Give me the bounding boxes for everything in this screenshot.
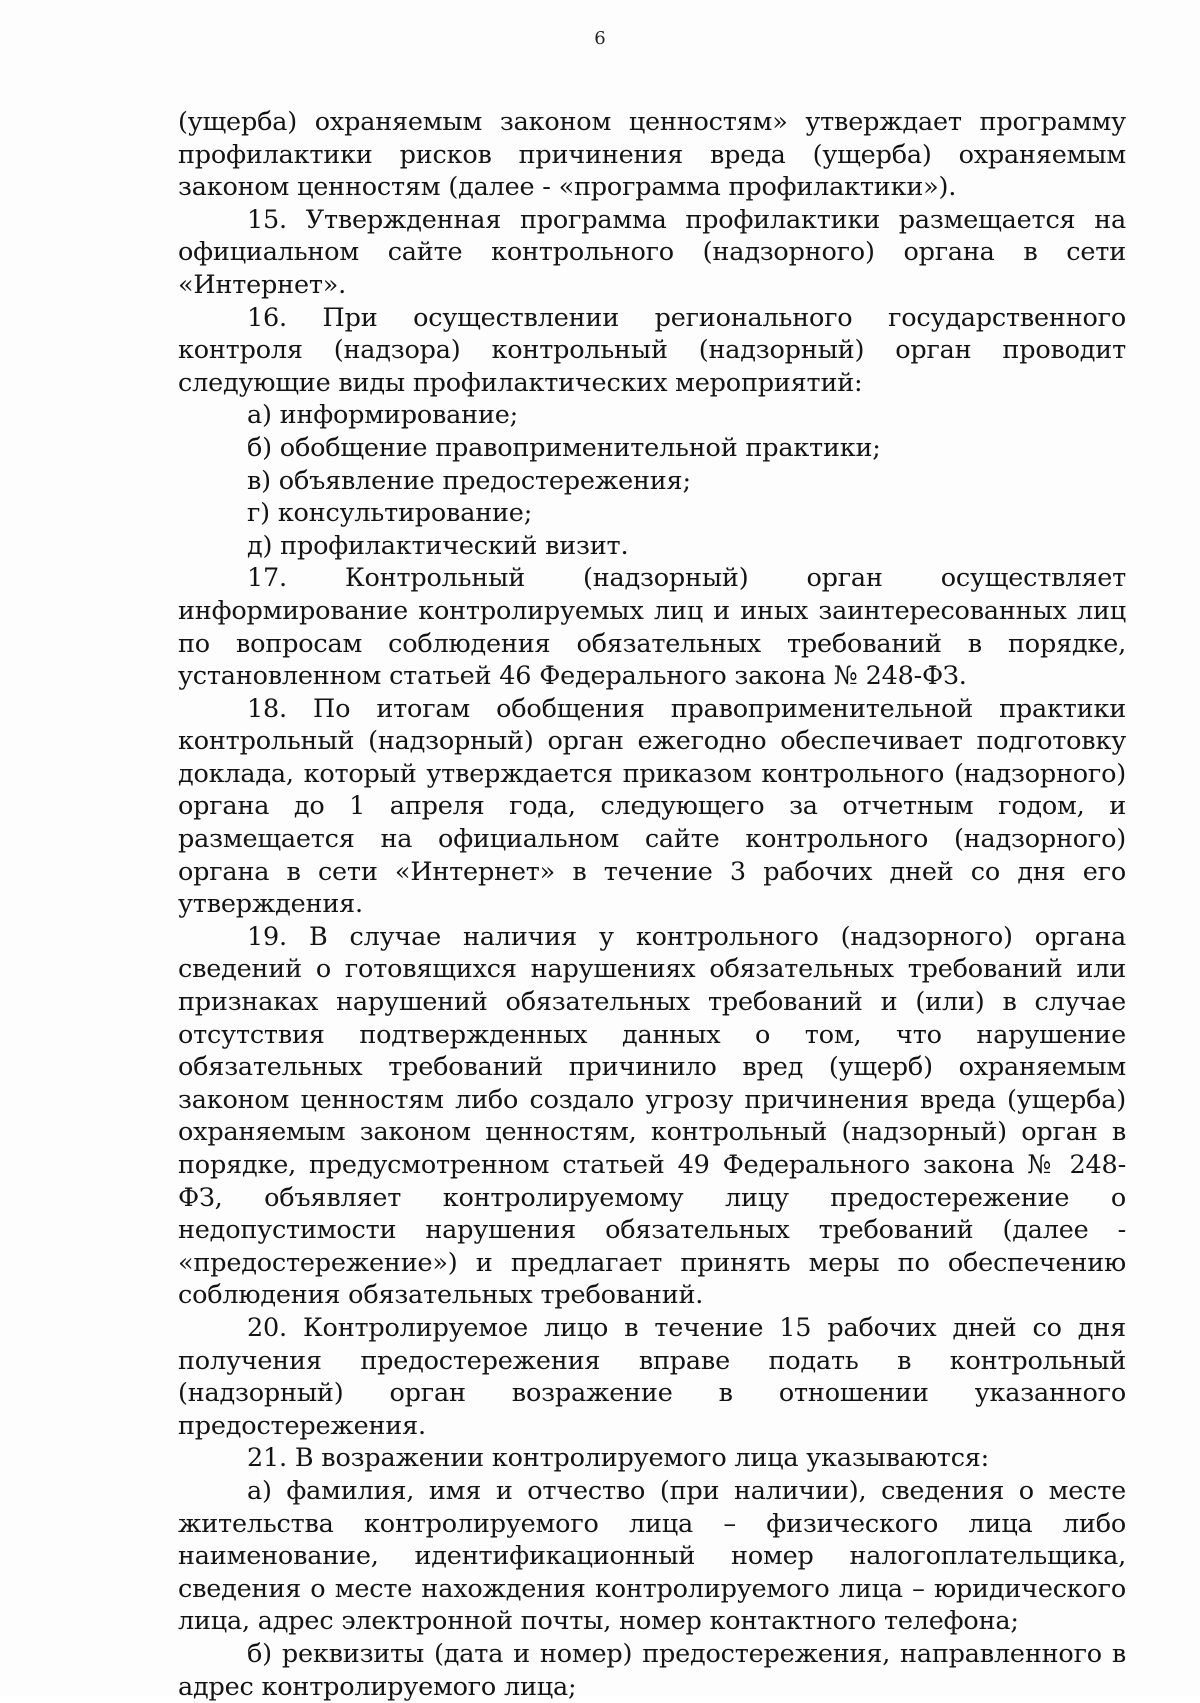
paragraph-20: 20. Контролируемое лицо в течение 15 рабочих дней со дня получения предостережения вправе подать в контрольный (надзорный) орган возражение в отношении указанного предостережения. xyxy=(178,1312,1126,1441)
paragraph-17: 17. Контрольный (надзорный) орган осуществляет информирование контролируемых лиц и иных заинтересованных лиц по вопросам соблюдения обязательных требований в порядке, установленном статьей 46 Федерального закона № 248-ФЗ. xyxy=(178,563,1126,692)
list-item-21-a: а) фамилия, имя и отчество (при наличии), сведения о месте жительства контролируемого лица – физического лица либо наименование, идентификационный номер налогоплательщика, сведения о месте нахождения контролируемого лица – юридического лица, адрес электронной почты, номер контактного телефона; xyxy=(178,1475,1126,1637)
paragraph-16: 16. При осуществлении регионального государственного контроля (надзора) контрольный (надзорный) орган проводит следующие виды профилактических мероприятий: xyxy=(178,302,1126,398)
list-item-16-v: в) объявление предостережения; xyxy=(247,465,691,496)
document-body xyxy=(178,106,1126,1703)
paragraph-15: 15. Утвержденная программа профилактики размещается на официальном сайте контрольного (надзорного) органа в сети «Интернет». xyxy=(178,204,1126,300)
list-item-16-g: г) консультирование; xyxy=(247,498,533,529)
paragraph-continuation: (ущерба) охраняемым законом ценностям» утверждает программу профилактики рисков причинения вреда (ущерба) охраняемым законом ценностям (далее - «программа профилактики»). xyxy=(178,107,1126,203)
list-item-16-b: б) обобщение правоприменительной практики; xyxy=(247,432,881,463)
page-number: 6 xyxy=(594,28,606,49)
list-item-16-d: д) профилактический визит. xyxy=(247,530,629,561)
paragraph-18: 18. По итогам обобщения правоприменительной практики контрольный (надзорный) орган ежегодно обеспечивает подготовку доклада, который утверждается приказом контрольного (надзорного) органа до 1 апреля года, следующего за отчетным годом, и размещается на официальном сайте контрольного (надзорного) органа в сети «Интернет» в течение 3 рабочих дней со дня его утверждения. xyxy=(178,693,1126,920)
list-item-16-a: а) информирование; xyxy=(247,400,519,431)
paragraph-19: 19. В случае наличия у контрольного (надзорного) органа сведений о готовящихся нарушениях обязательных требований или признаках нарушений обязательных требований и (или) в случае отсутствия подтвержденных данных о том, что нарушение обязательных требований причинило вред (ущерб) охраняемым законом ценностям либо создало угрозу причинения вреда (ущерба) охраняемым законом ценностям, контрольный (надзорный) орган в порядке, предусмотренном статьей 49 Федерального закона № 248-ФЗ, объявляет контролируемому лицу предостережение о недопустимости нарушения обязательных требований (далее - «предостережение») и предлагает принять меры по обеспечению соблюдения обязательных требований. xyxy=(178,921,1126,1311)
paragraph-21: 21. В возражении контролируемого лица указываются: xyxy=(247,1443,990,1474)
list-item-21-b: б) реквизиты (дата и номер) предостережения, направленного в адрес контролируемого лица; xyxy=(178,1638,1126,1702)
